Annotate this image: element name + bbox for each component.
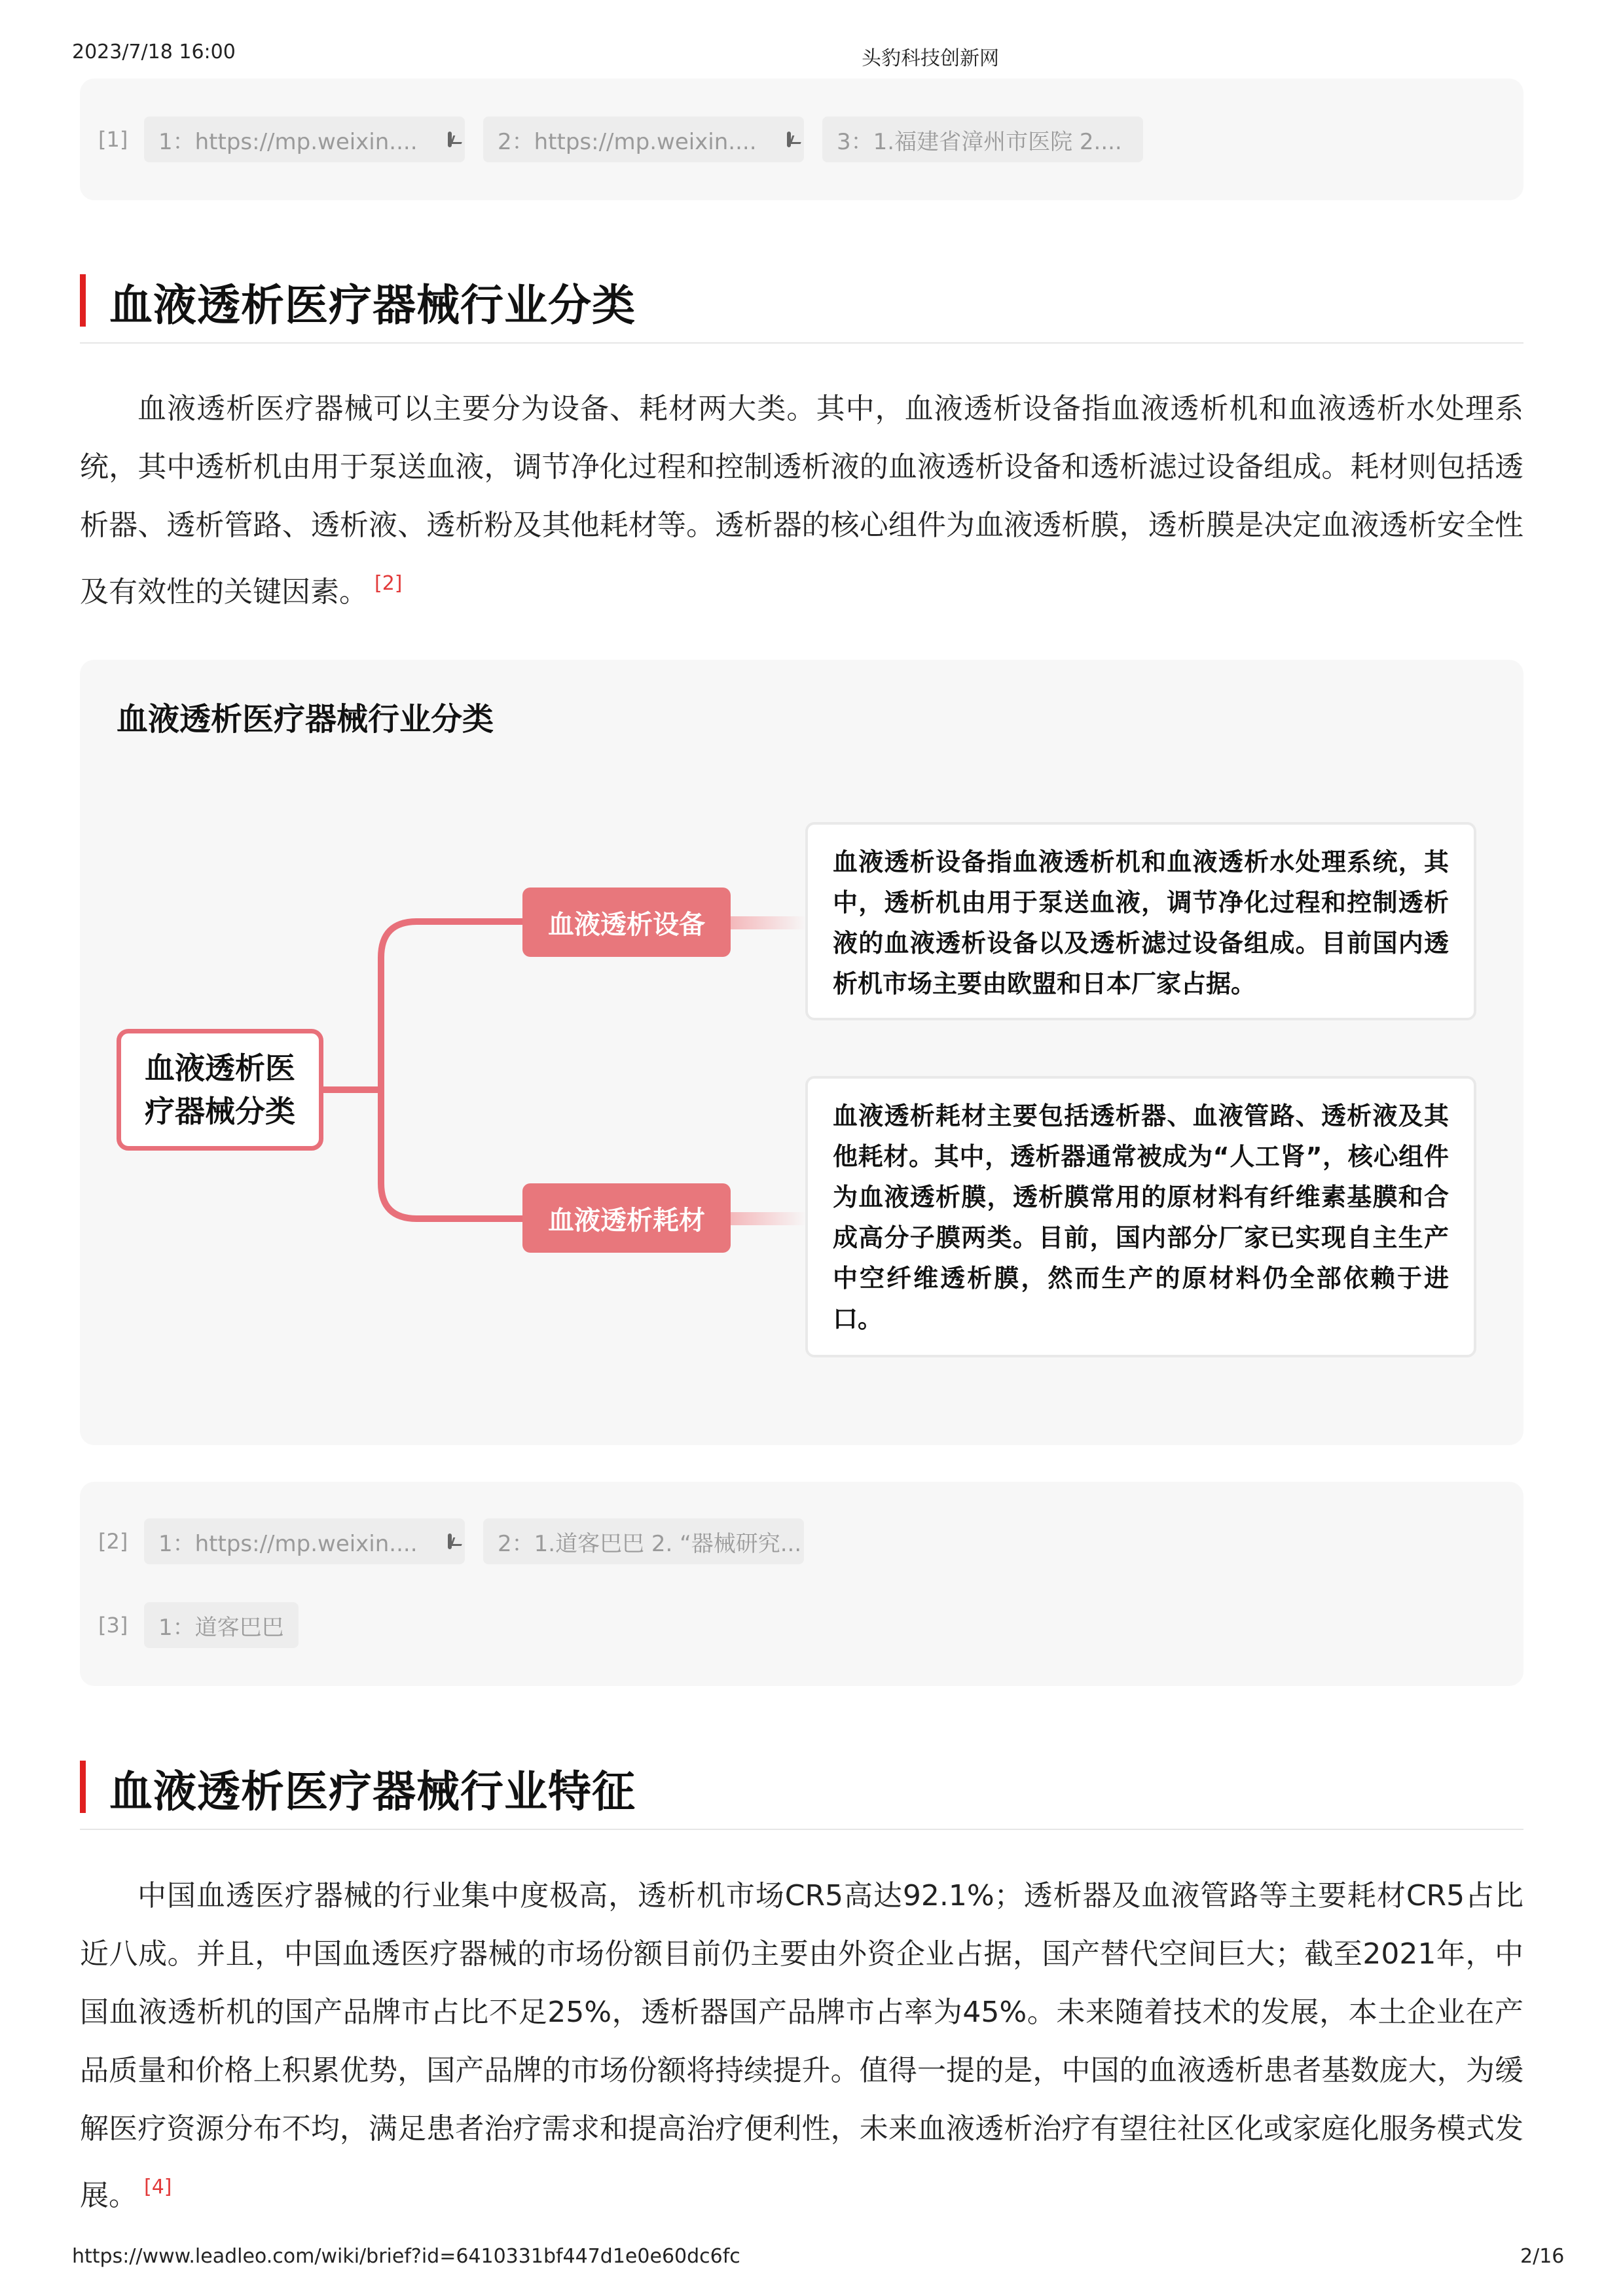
reference-chip[interactable]	[144, 117, 465, 162]
reference-row	[98, 117, 1161, 162]
citation-link[interactable]: [4]	[144, 2176, 172, 2198]
reference-chip-label: 3：1.福建省漳州市医院 2....	[837, 128, 1122, 155]
reference-chip[interactable]	[483, 117, 804, 162]
reference-chip[interactable]	[144, 1602, 299, 1648]
branch-connector-fade	[731, 1212, 807, 1225]
reference-chip-label: 2：1.道客巴巴 2. “器械研究...	[498, 1530, 802, 1557]
branch-connector-fade	[731, 916, 807, 929]
reference-chip-label: 1：https://mp.weixin....	[158, 128, 418, 155]
mindmap-detail-consumables: 血液透析耗材主要包括透析器、血液管路、透析液及其他耗材。其中，透析器通常被成为“人工肾”，核心组件为血液透析膜，透析膜常用的原材料有纤维素基膜和合成高分子膜两类。目前，国内部分厂家已实现自主生产中空纤维透析膜，然而生产的原材料仍全部依赖于进口。	[805, 1076, 1476, 1357]
image-icon	[448, 1534, 452, 1549]
site-name: 头豹科技创新网	[862, 47, 999, 70]
reference-chip[interactable]	[822, 117, 1143, 162]
reference-index: [1]	[98, 127, 128, 152]
mindmap-card	[80, 660, 1523, 1445]
reference-chip-label: 1：道客巴巴	[158, 1614, 284, 1641]
section-paragraph	[80, 1867, 1523, 2225]
connector-lower	[381, 1090, 522, 1219]
reference-chip-label: 1：https://mp.weixin....	[158, 1530, 418, 1557]
image-icon	[787, 132, 791, 147]
heading-accent-bar	[80, 1761, 86, 1813]
section-paragraph	[80, 380, 1523, 621]
paragraph-text: 血液透析医疗器械可以主要分为设备、耗材两大类。其中，血液透析设备指血液透析机和血液透析水处理系统，其中透析机由用于泵送血液，调节净化过程和控制透析液的血液透析设备和透析滤过设备组成。耗材则包括透析器、透析管路、透析液、透析粉及其他耗材等。透析器的核心组件为血液透析膜，透析膜是决定血液透析安全性及有效性的关键因素。	[80, 392, 1523, 609]
reference-chip[interactable]	[483, 1518, 804, 1564]
heading-accent-bar	[80, 274, 86, 327]
mindmap-root-node: 血液透析医疗器械分类	[117, 1029, 323, 1151]
reference-box-2	[80, 1482, 1523, 1686]
reference-row	[98, 1518, 822, 1564]
reference-row	[98, 1602, 317, 1648]
section-heading	[80, 1751, 1523, 1830]
mindmap-title: 血液透析医疗器械行业分类	[117, 701, 494, 738]
section-heading	[80, 265, 1523, 344]
section-title: 血液透析医疗器械行业分类	[109, 280, 636, 331]
reference-index: [2]	[98, 1529, 128, 1554]
reference-chip[interactable]	[144, 1518, 465, 1564]
mindmap-branch-equipment: 血液透析设备	[522, 888, 731, 957]
image-icon	[448, 132, 452, 147]
reference-box-1	[80, 79, 1523, 200]
page-number: 2/16	[1520, 2245, 1565, 2268]
page-url: https://www.leadleo.com/wiki/brief?id=6410331bf447d1e0e60dc6fc	[72, 2245, 740, 2268]
section-title: 血液透析医疗器械行业特征	[109, 1767, 636, 1817]
paragraph-text: 中国血透医疗器械的行业集中度极高，透析机市场CR5高达92.1%；透析器及血液管路等主要耗材CR5占比近八成。并且，中国血透医疗器械的市场份额目前仍主要由外资企业占据，国产替代空间巨大；截至2021年，中国血液透析机的国产品牌市占比不足25%，透析器国产品牌市占率为45%。未来随着技术的发展，本土企业在产品质量和价格上积累优势，国产品牌的市场份额将持续提升。值得一提的是，中国的血液透析患者基数庞大，为缓解医疗资源分布不均，满足患者治疗需求和提高治疗便利性，未来血液透析治疗有望往社区化或家庭化服务模式发展。	[80, 1879, 1523, 2212]
connector-upper	[381, 922, 522, 1090]
reference-index: [3]	[98, 1613, 128, 1638]
mindmap-detail-equipment: 血液透析设备指血液透析机和血液透析水处理系统，其中，透析机由用于泵送血液，调节净化过程和控制透析液的血液透析设备以及透析滤过设备组成。目前国内透析机市场主要由欧盟和日本厂家占据。	[805, 822, 1476, 1020]
print-date: 2023/7/18 16:00	[72, 41, 236, 63]
reference-chip-label: 2：https://mp.weixin....	[498, 128, 757, 155]
citation-link[interactable]: [2]	[374, 572, 403, 595]
mindmap-branch-consumables: 血液透析耗材	[522, 1183, 731, 1253]
